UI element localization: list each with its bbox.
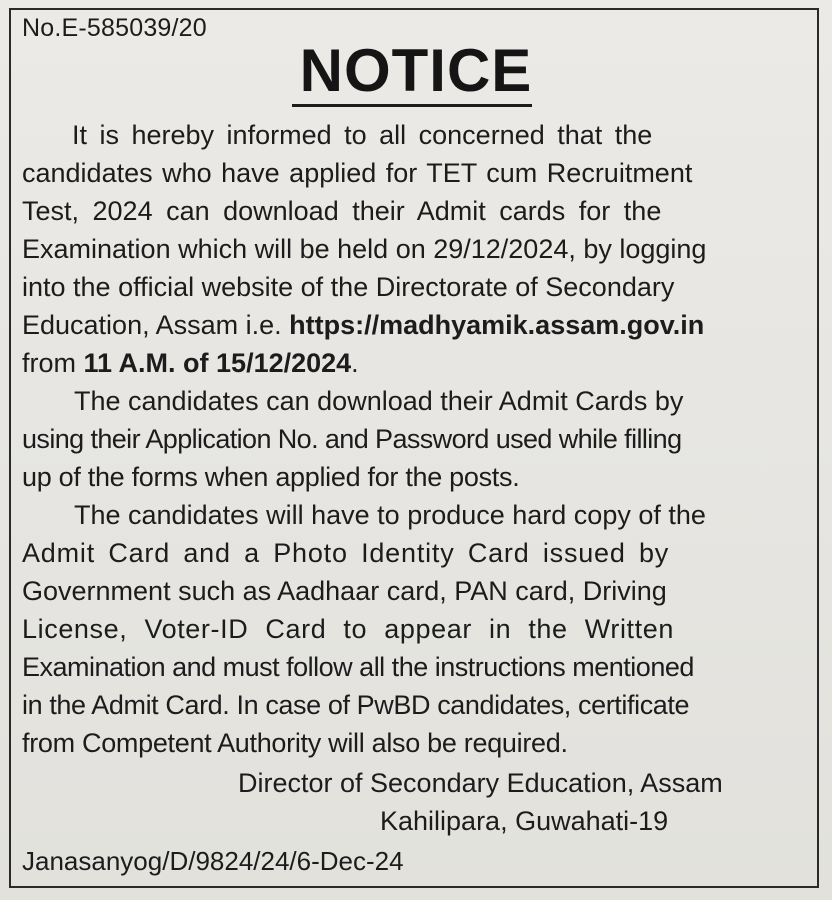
para3-line3: Government such as Aadhaar card, PAN card, Driving	[22, 576, 667, 606]
para2-line3: up of the forms when applied for the posts.	[22, 462, 520, 492]
website-url: https://madhyamik.assam.gov.in	[289, 310, 705, 340]
para3-line6: in the Admit Card. In case of PwBD candidates, certificate	[22, 690, 690, 720]
para1-line3: Test, 2024 can download their Admit cards for the	[22, 196, 662, 226]
para3-line7: from Competent Authority will also be required.	[22, 728, 568, 758]
para1-line4: Examination which will be held on 29/12/2024, by logging	[22, 234, 707, 264]
para1-line5: into the official website of the Directorate of Secondary	[22, 272, 675, 302]
signatory-address: Kahilipara, Guwahati-19	[380, 806, 669, 836]
para2-line1: The candidates can download their Admit Cards by	[74, 386, 684, 416]
title-underline	[292, 104, 532, 107]
para1-line6	[22, 306, 704, 344]
para3-line5: Examination and must follow all the instructions mentioned	[22, 652, 694, 682]
download-start-time: 11 A.M. of 15/12/2024	[83, 348, 352, 378]
para1-line2: candidates who have applied for TET cum Recruitment	[22, 158, 693, 188]
para3-line2: Admit Card and a Photo Identity Card issued by	[22, 538, 670, 568]
reference-number: No.E-585039/20	[22, 14, 207, 42]
para3-line4: License, Voter-ID Card to appear in the Written	[22, 614, 674, 644]
para1-line6-text: Education, Assam i.e.	[22, 310, 290, 340]
para1-line7-end: .	[351, 348, 359, 378]
para1-line1: It is hereby informed to all concerned that the	[72, 120, 653, 150]
publicity-code: Janasanyog/D/9824/24/6-Dec-24	[22, 846, 404, 876]
para3-line1: The candidates will have to produce hard copy of the	[74, 500, 706, 530]
notice-title: NOTICE	[299, 37, 533, 104]
para2-line2: using their Application No. and Password used while filling	[22, 424, 682, 454]
para1-line7	[22, 344, 359, 382]
para1-line7-text: from	[22, 348, 84, 378]
signatory-title: Director of Secondary Education, Assam	[238, 768, 723, 798]
